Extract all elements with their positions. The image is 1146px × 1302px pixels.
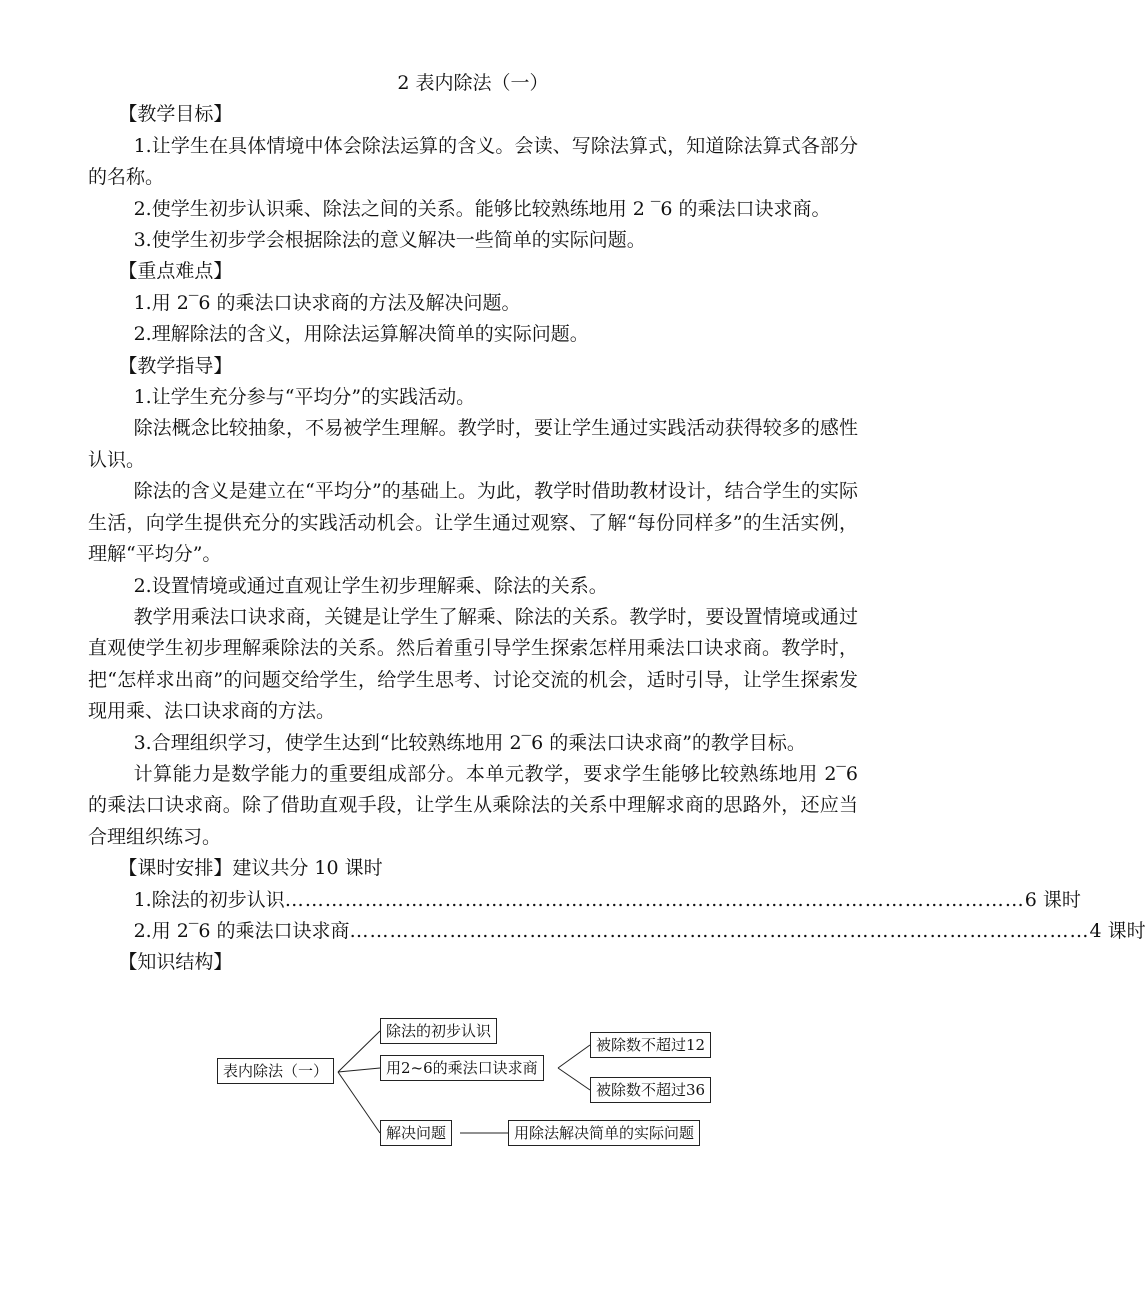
paragraph: 3.合理组织学习，使学生达到“比较熟练地用 2‾6 的乘法口诀求商”的教学目标。 <box>133 731 806 754</box>
diagram-node: 用2~6的乘法口诀求商 <box>380 1055 544 1081</box>
dot-leader: ………………………………………………………………………………………………… <box>349 919 1090 942</box>
paragraph: 1.用 2‾6 的乘法口诀求商的方法及解决问题。 <box>133 291 521 314</box>
diagram-node: 被除数不超过12 <box>590 1032 711 1058</box>
connector-line <box>558 1068 590 1090</box>
diagram-node: 用除法解决简单的实际问题 <box>508 1120 700 1146</box>
paragraph: 2.使学生初步认识乘、除法之间的关系。能够比较熟练地用 2 ‾6 的乘法口诀求商。 <box>133 197 831 220</box>
schedule-hours: 4 课时 <box>1089 919 1146 942</box>
paragraph: 除法的含义是建立在“平均分”的基础上。为此，教学时借助教材设计，结合学生的实际生活，向学生提供充分的实践活动机会。让学生通过观察、了解“每份同样多”的生活实例，理解“平均分”。 <box>88 480 858 566</box>
dot-leader: ………………………………………………………………………………………………… <box>284 888 1025 911</box>
paragraph: 教学用乘法口诀求商，关键是让学生了解乘、除法的关系。教学时，要设置情境或通过直观使学生初步理解乘除法的关系。然后着重引导学生探索怎样用乘法口诀求商。教学时，把“怎样求出商”的问题交给学生，给学生思考、讨论交流的机会，适时引导，让学生探索发现用乘、法口诀求商的方法。 <box>88 605 858 723</box>
paragraph: 2.设置情境或通过直观让学生初步理解乘、除法的关系。 <box>133 574 608 597</box>
page-title: 2 表内除法（一） <box>397 72 549 94</box>
structure-heading: 【知识结构】 <box>118 951 233 974</box>
key-heading: 【重点难点】 <box>118 260 233 283</box>
paragraph: 除法概念比较抽象，不易被学生理解。教学时，要让学生通过实践活动获得较多的感性认识。 <box>88 417 858 471</box>
paragraph: 计算能力是数学能力的重要组成部分。本单元教学，要求学生能够比较熟练地用 2‾6 的乘法口诀求商。除了借助直观手段，让学生从乘除法的关系中理解求商的思路外，还应当合理组织练习。 <box>88 762 858 848</box>
diagram-node: 除法的初步认识 <box>380 1018 497 1044</box>
connector-line <box>338 1068 380 1072</box>
connector-line <box>558 1045 590 1068</box>
connector-line <box>338 1031 380 1072</box>
paragraph: 1.让学生充分参与“平均分”的实践活动。 <box>133 386 476 409</box>
schedule-hours: 6 课时 <box>1024 888 1081 911</box>
goals-heading: 【教学目标】 <box>118 103 233 126</box>
paragraph: 2.理解除法的含义，用除法运算解决简单的实际问题。 <box>133 323 589 346</box>
connector-line <box>338 1072 380 1133</box>
paragraph: 1.让学生在具体情境中体会除法运算的含义。会读、写除法算式，知道除法算式各部分的名称。 <box>88 134 858 189</box>
diagram-node: 解决问题 <box>380 1120 452 1146</box>
diagram-node: 被除数不超过36 <box>590 1077 711 1103</box>
paragraph: 3.使学生初步学会根据除法的意义解决一些简单的实际问题。 <box>133 229 646 252</box>
diagram-root-node: 表内除法（一） <box>217 1058 334 1084</box>
schedule-heading: 【课时安排】建议共分 10 课时 <box>118 857 383 880</box>
schedule-label: 1.除法的初步认识 <box>133 888 285 911</box>
guide-heading: 【教学指导】 <box>118 354 233 377</box>
schedule-label: 2.用 2‾6 的乘法口诀求商 <box>133 919 350 942</box>
